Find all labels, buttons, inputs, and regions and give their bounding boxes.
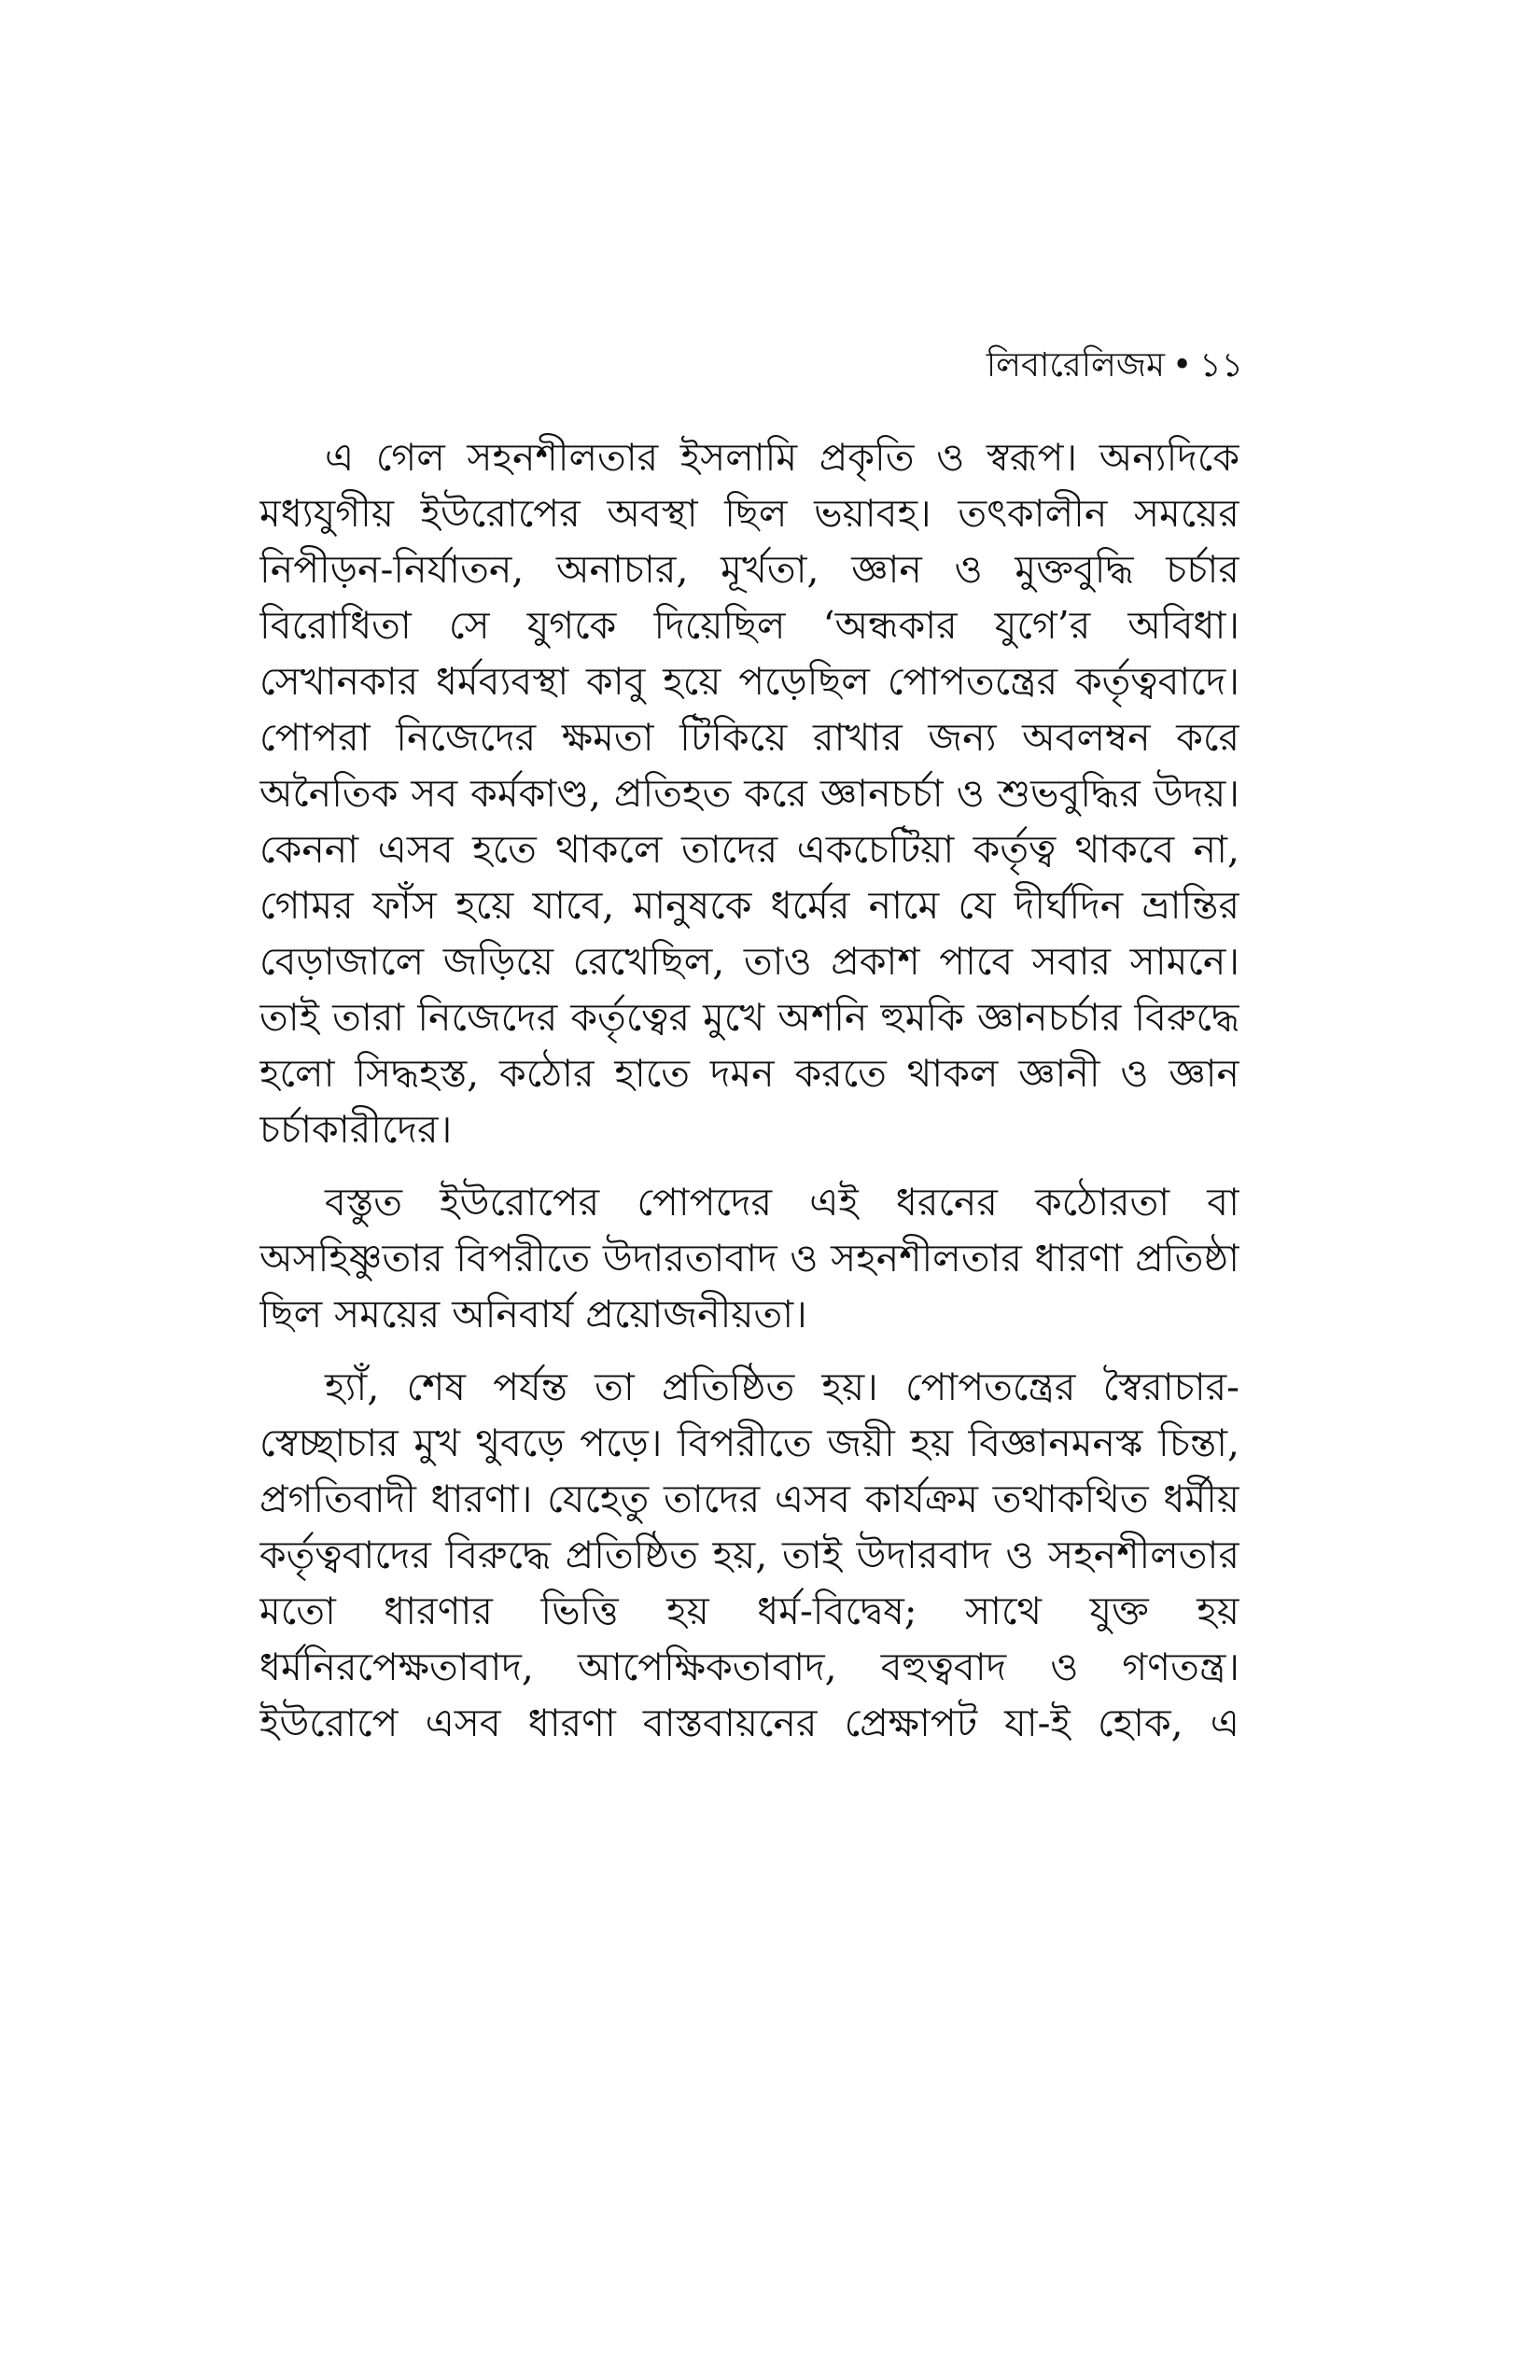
text-line: চর্চাকারীদের। bbox=[259, 1107, 453, 1152]
text-line: বেড়াজালে জড়িয়ে রেখেছিল, তাও প্রকাশ পাবে সবার সামনে। bbox=[259, 939, 1239, 984]
text-line: ধর্মনিরপেক্ষতাবাদ, আপেক্ষিকতাবাদ, বহুত্ববাদ ও গণতন্ত্র। bbox=[259, 1645, 1239, 1689]
text-line: এ গেল সহনশীলতার ইসলামি প্রকৃতি ও স্বরূপ। অন্যদিকে bbox=[325, 435, 1239, 480]
text-line: মধ্যযুগীয় ইউরোপের অবস্থা ছিল ভয়াবহ। তৎকালীন সময়ের bbox=[259, 491, 1239, 536]
text-line: হলো সিদ্ধহস্ত, কঠোর হাতে দমন করতে থাকল জ্ঞানী ও জ্ঞান bbox=[259, 1051, 1239, 1096]
paragraph-1 bbox=[259, 429, 1239, 1157]
text-line: অনৈতিক সব কর্মকাণ্ড, প্রতিহত করে জ্ঞানচর্চা ও শুভবুদ্ধির উদয়। bbox=[259, 771, 1239, 816]
text-line: পোপরা নিজেদের ক্ষমতা টিকিয়ে রাখার জন্য অবলম্বন করে bbox=[259, 715, 1239, 760]
text-line: ছিল সময়ের অনিবার্য প্রয়োজনীয়তা। bbox=[259, 1292, 807, 1337]
header-title: লিবারেলিজম bbox=[986, 346, 1166, 385]
text-line: কর্তৃত্ববাদের বিরুদ্ধে প্রতিষ্ঠিত হয়, তাই উদারবাদ ও সহনশীলতার bbox=[259, 1533, 1239, 1577]
header-separator: • bbox=[1172, 346, 1193, 385]
text-line: হ্যাঁ, শেষ পর্যন্ত তা প্রতিষ্ঠিত হয়। পোপতন্ত্রের স্বৈরাচার- bbox=[325, 1365, 1239, 1409]
text-line: তাই তারা নিজেদের কর্তৃত্বের মুখে অশনি হুমকি জ্ঞানচর্চার বিরুদ্ধে bbox=[259, 995, 1239, 1040]
text-line: ইউরোপে এসব ধারণা বাস্তবায়নের প্রেক্ষাপট যা-ই হোক, এ bbox=[259, 1701, 1239, 1745]
paragraph-3 bbox=[259, 1359, 1239, 1751]
text-line: কেননা এসব হতে থাকলে তাদের একচেটিয়া কর্তৃত্ব থাকবে না, bbox=[259, 827, 1239, 872]
body-text bbox=[259, 429, 1239, 1768]
running-header bbox=[987, 345, 1243, 386]
text-line: স্বেচ্ছাচার মুখ থুবড়ে পড়ে। বিপরীতে জয়ী হয় বিজ্ঞানমনস্ক চিন্তা, bbox=[259, 1421, 1239, 1465]
text-line: অসহিষ্ণুতার বিপরীতে উদারতাবাদ ও সহনশীলতার ধারণা প্রতিষ্ঠা bbox=[259, 1236, 1239, 1281]
text-line: মতো ধারণার ভিত্তি হয় ধর্ম-বিদ্বেষ; সাথে যুক্ত হয় bbox=[259, 1589, 1239, 1633]
text-line: গোমর ফাঁস হয়ে যাবে, মানুষকে ধর্মের নামে যে দীর্ঘদিন ভ্রান্তির bbox=[259, 883, 1239, 928]
text-line: সেখানকার ধর্মব্যবস্থা কাবু হয়ে পড়েছিল পোপতন্ত্রের কর্তৃত্ববাদে। bbox=[259, 659, 1239, 704]
text-line: নিপীড়ন-নির্যাতন, অনাচার, মূর্খতা, জ্ঞান ও মুক্তবুদ্ধি চর্চার bbox=[259, 547, 1239, 592]
page-number: ১১ bbox=[1199, 346, 1243, 385]
text-line: বস্তুত ইউরোপের পোপদের এই ধরনের কঠোরতা বা bbox=[325, 1180, 1239, 1225]
text-line: প্রগতিবাদী ধারণা। যেহেতু তাদের এসব কার্যক্রম তথাকথিত ধর্মীয় bbox=[259, 1477, 1239, 1521]
text-line: বিরোধিতা সে যুগকে দিয়েছিল ‘অন্ধকার যুগে’র অবিধা। bbox=[259, 603, 1239, 648]
paragraph-2 bbox=[259, 1174, 1239, 1342]
